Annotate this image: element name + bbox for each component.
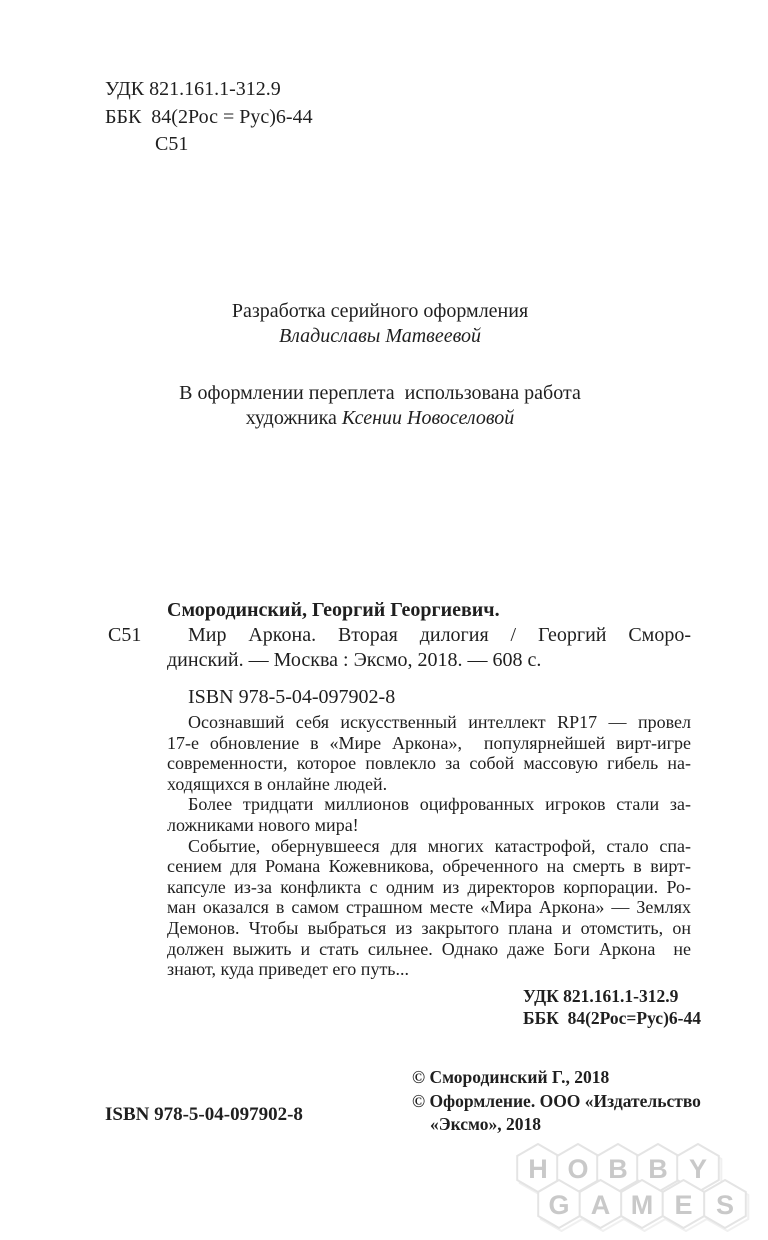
watermark-letter: G (548, 1190, 570, 1220)
card-entry (108, 623, 691, 673)
watermark-letter: Y (688, 1154, 708, 1184)
hexagon-tile (704, 1180, 748, 1231)
copyright-author-line: © Смородинский Г., 2018 (412, 1067, 610, 1087)
text-line: сением для Романа Кожевникова, обреченного на смерть в вирт- (167, 856, 691, 877)
watermark-letter: B (648, 1154, 668, 1184)
series-designer-line: Владиславы Матвеевой (278, 325, 482, 347)
text-line: должен выжить и стать сильнее. Однако даже Боги Аркона не (167, 938, 691, 959)
cover-art-line: В оформлении переплета использована работа (179, 382, 581, 404)
card-entry-line-1: Мир Аркона. Вторая дилогия / Георгий Сморо- (188, 624, 691, 646)
text-line: капсуле из-за конфликта с одним из директоров корпорации. Ро- (167, 876, 691, 897)
card-isbn-line: ISBN 978-5-04-097902-8 (188, 686, 396, 708)
annotation-paragraph-1 (167, 712, 691, 794)
watermark-letter: A (590, 1190, 611, 1220)
watermark-letter: H (528, 1154, 548, 1184)
bottom-isbn-line: ISBN 978-5-04-097902-8 (105, 1104, 303, 1125)
hobby-games-watermark (495, 1140, 768, 1240)
watermark-letter: B (608, 1154, 628, 1184)
text-line: знают, куда приведет его путь... (167, 959, 410, 980)
text-line: Демонов. Чтобы выбраться из закрытого плана и отомстить, он (167, 917, 691, 938)
card-code: С51 (108, 624, 142, 646)
copyright-design-line-2: «Эксмо», 2018 (430, 1114, 541, 1134)
annotation-block (167, 712, 691, 980)
card-entry-line-2: динский. — Москва : Эксмо, 2018. — 608 с. (167, 649, 542, 671)
annotation-paragraph-2 (167, 794, 691, 835)
bbk-line: ББК 84(2Рос = Рус)6-44 (105, 105, 313, 128)
watermark-letter: S (715, 1190, 735, 1220)
udc-line: УДК 821.161.1-312.9 (105, 78, 281, 100)
author-sign-line: С51 (155, 133, 189, 155)
udc-credit-line: УДК 821.161.1-312.9 (523, 986, 679, 1006)
text-line: Событие, обернувшееся для многих катастрофой, стало спа- (188, 835, 691, 856)
copyright-block (412, 1066, 701, 1137)
artist-name: Ксении Новоселовой (341, 407, 515, 429)
text-line: ходящихся в онлайне людей. (167, 773, 388, 794)
watermark-letter: O (567, 1154, 589, 1184)
text-line: Более тридцати миллионов оцифрованных игроков стали за- (188, 794, 691, 815)
text-line: современности, которое повлекло за собой массовую гибель на- (167, 753, 691, 774)
annotation-paragraph-3 (167, 836, 691, 980)
series-design-line: Разработка серийного оформления (231, 300, 529, 322)
artist-prefix: художника (245, 407, 342, 429)
text-line: ман оказался в самом страшном месте «Мира Аркона» — Землях (167, 897, 691, 918)
classification-block (105, 76, 313, 159)
text-line: Осознавший себя искусственный интеллект RP17 — провел (188, 712, 691, 732)
watermark-letter: E (674, 1190, 693, 1220)
card-author-line: Смородинский, Георгий Георгиевич. (167, 599, 500, 621)
bbk-credit-line: ББК 84(2Рос=Рус)6-44 (523, 1008, 701, 1028)
text-line: 17-е обновление в «Мире Аркона», популярнейшей вирт-игре (167, 732, 691, 753)
cover-artist-line (70, 406, 690, 431)
classification-credits (523, 985, 701, 1029)
copyright-design-line-1: © Оформление. ООО «Издательство (412, 1090, 701, 1111)
text-line: ложниками нового мира! (167, 814, 359, 835)
catalog-card (108, 598, 691, 710)
series-design-block (70, 299, 690, 431)
watermark-letter: M (630, 1190, 654, 1220)
spacer (70, 349, 690, 381)
